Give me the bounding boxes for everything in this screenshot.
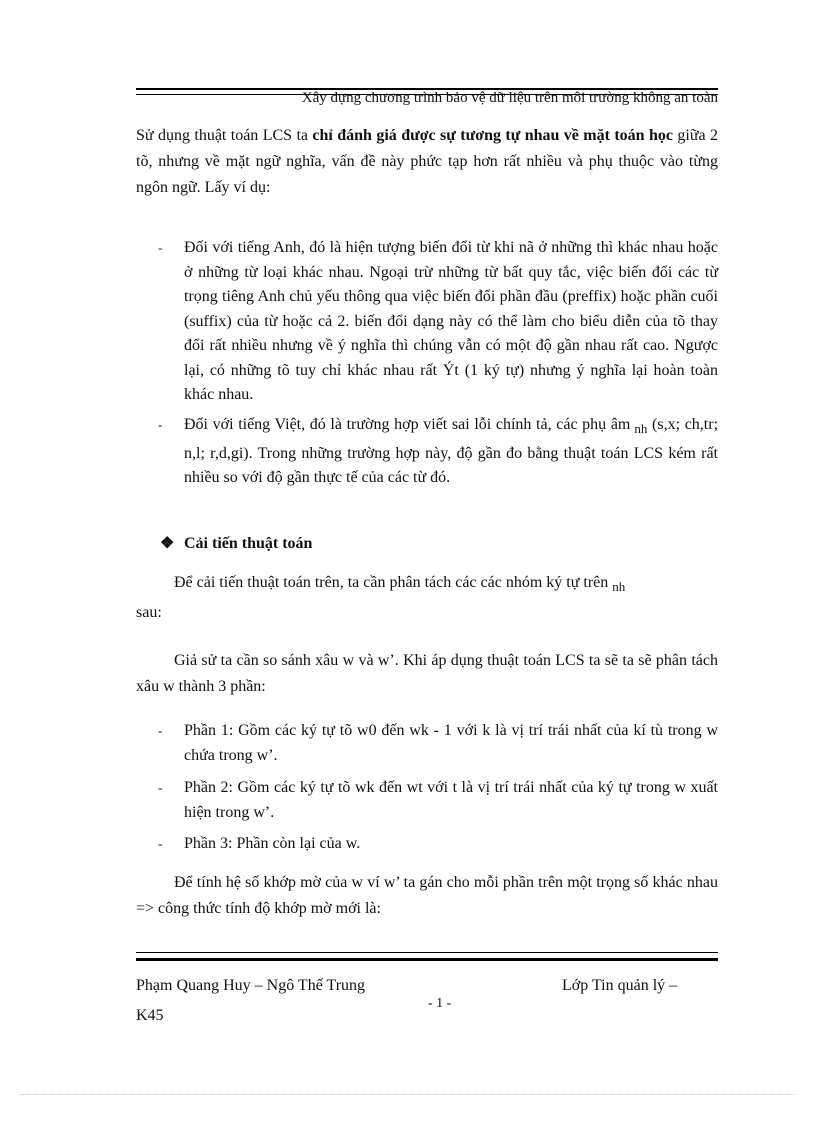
footer-authors: Phạm Quang Huy – Ngô Thế Trung bbox=[136, 977, 366, 994]
intro-text-2: giữa 2 tõ, nhưng về mặt ngữ nghĩa, vấn đề này phức tạp hơn rất nhiều và phụ thuộc vào từng ngôn ngữ. Lấy ví dụ: bbox=[136, 127, 719, 196]
list-item bbox=[136, 236, 718, 408]
paragraph-weights: Để tính hệ số khớp mờ của w ví w’ ta gán cho mỗi phần trên một trọng số khác nhau => công thức tính độ khớp mờ mới là: bbox=[136, 874, 718, 917]
footer-class-cont: K45 bbox=[136, 1007, 164, 1024]
intro-text-1: Sử dụng thuật toán LCS ta bbox=[136, 127, 313, 144]
bullet-text: Phần 1: Gồm các ký tự tõ w0 đến wk - 1 với k là vị trí trái nhất của kí tù trong w chứa trong w’. bbox=[184, 722, 718, 764]
bullet-text: Phần 3: Phần còn lại của w. bbox=[184, 835, 361, 852]
bullet-marker: - bbox=[158, 723, 163, 738]
list-item bbox=[136, 719, 718, 768]
header-title: Xây dựng chương trình bảo vệ dữ liệu trên môi trường không an toàn bbox=[301, 90, 718, 106]
bullet-text-tail: nh bbox=[634, 421, 648, 436]
bullet-text-vietnamese bbox=[184, 413, 718, 491]
para2-tail: nh bbox=[612, 579, 626, 594]
footer-class: Lớp Tin quản lý – bbox=[562, 977, 678, 994]
list-item bbox=[136, 832, 718, 857]
para2-text2: sau: bbox=[136, 604, 162, 621]
list-item bbox=[136, 413, 718, 491]
page-edge-divider bbox=[20, 1094, 796, 1095]
intro-paragraph bbox=[136, 123, 718, 201]
para2-text: Để cải tiến thuật toán trên, ta cần phân tách các các nhóm ký tự trên bbox=[174, 574, 609, 591]
bullet-marker: - bbox=[158, 780, 163, 795]
bullet-marker: - bbox=[158, 240, 163, 255]
section-heading bbox=[160, 532, 312, 556]
bullet-text-a: Đối với tiếng Việt, đó là trường hợp viết sai lỗi chính tả, các phụ âm bbox=[184, 416, 631, 433]
page-number: - 1 - bbox=[428, 996, 452, 1011]
bullet-marker: - bbox=[158, 836, 163, 851]
paragraph-improve bbox=[136, 570, 718, 626]
section-title: Cải tiến thuật toán bbox=[184, 535, 313, 552]
list-item bbox=[136, 776, 718, 825]
bullet-text: Đối với tiếng Anh, đó là hiện tượng biến đổi từ khi nã ở những thì khác nhau hoặc ở những từ loại khác nhau. Ngoại trừ những từ bất quy tắc, việc biến đổi các từ trọng tiêng Anh chủ yếu thông qua việc biến đổi phần đầu (preffix) hoặc phần cuối (suffix) của từ hoặc cả 2. biến đổi dạng này có thể làm cho biểu diễn của tõ thay đổi rất nhiều nhưng về ý nghĩa thì chúng vẫn có một độ gần nhau rất cao. Ngược lại, có những tõ tuy chỉ khác nhau rất Ýt (1 ký tự) nhưng ý nghĩa lại hoàn toàn khác nhau. bbox=[184, 239, 718, 403]
diamond-icon: ❖ bbox=[160, 535, 175, 552]
footer-rule bbox=[136, 952, 718, 961]
bullet-text-b: (s,x; ch,tr; n,l; r,d,gi). Trong những trường hợp này, độ gần đo bằng thuật toán LCS kém rất nhiều so với độ gần thực tế của các từ đó. bbox=[184, 416, 719, 486]
intro-bold: chỉ đánh giá được sự tương tự nhau về mặt toán học bbox=[312, 127, 673, 144]
bullet-text: Phần 2: Gồm các ký tự tõ wk đến wt với t là vị trí trái nhất của ký tự trong w xuất hiện trong w’. bbox=[184, 779, 718, 821]
bullet-marker: - bbox=[158, 417, 163, 432]
paragraph-compare: Giả sử ta cần so sánh xâu w và w’. Khi áp dụng thuật toán LCS ta sẽ ta sẽ phân tách xâu w thành 3 phần: bbox=[136, 652, 718, 695]
